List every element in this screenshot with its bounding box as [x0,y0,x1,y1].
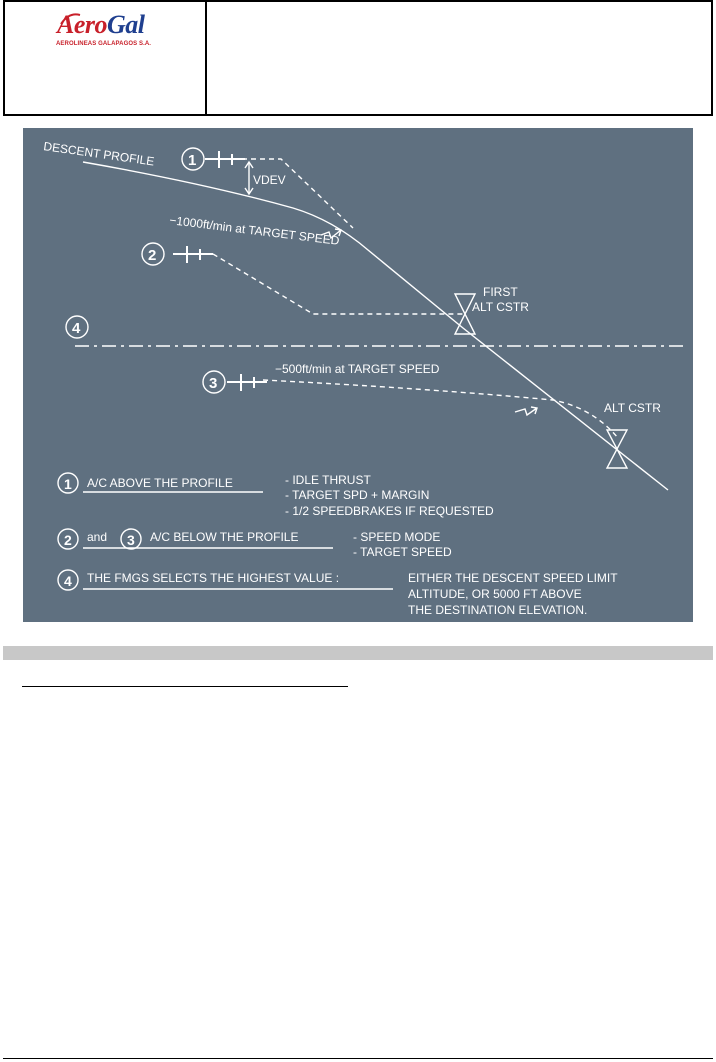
rate-500-label: −500ft/min at TARGET SPEED [275,362,440,376]
legend-circle-1-number: 1 [64,476,72,492]
first-alt-cstr-label-2: ALT CSTR [472,300,529,314]
aircraft3-icon [227,374,267,391]
circle-3-number: 3 [209,375,218,392]
aircraft1-path [233,159,353,228]
legend1-item-3: - 1/2 SPEEDBRAKES IF REQUESTED [285,504,494,518]
logo-part-aero: Aero [57,10,107,39]
legend2-item-1: - SPEED MODE [353,530,441,544]
legend2-and: and [87,530,108,544]
vdev-label: VDEV [253,173,286,187]
circle-2-number: 2 [148,247,157,264]
footer-rule [3,1058,713,1059]
first-alt-cstr-label-1: FIRST [483,285,518,299]
circle-1-number: 1 [188,152,197,169]
logo-cell [5,2,205,114]
header-table [3,0,713,116]
legend-circle-2-number: 2 [64,532,72,548]
section-bar [3,646,713,660]
descent-profile-figure [23,128,693,622]
aircraft2-icon [173,246,213,263]
logo-subtitle: AEROLINEAS GALAPAGOS S.A. [56,41,152,47]
legend4-item-3: THE DESTINATION ELEVATION. [408,603,588,617]
legend1-title: A/C ABOVE THE PROFILE [87,476,233,490]
arrow-icon-2 [515,407,537,415]
alt-cstr-label: ALT CSTR [604,401,661,415]
legend-circle-3-number: 3 [127,532,135,548]
legend4-item-1: EITHER THE DESCENT SPEED LIMIT [408,571,618,585]
aircraft2-path [213,254,463,314]
legend1-item-2: - TARGET SPD + MARGIN [285,488,430,502]
legend2-item-2: - TARGET SPEED [353,545,452,559]
rate-1000-label: −1000ft/min at TARGET SPEED [168,213,341,248]
circle-4-number: 4 [72,320,81,337]
legend4-title: THE FMGS SELECTS THE HIGHEST VALUE : [87,571,340,585]
descent-profile-line [83,162,668,490]
descent-profile-diagram [23,128,693,622]
heading-underline [22,686,348,687]
legend2-title: A/C BELOW THE PROFILE [150,530,299,544]
company-logo [57,10,145,40]
descent-profile-label: DESCENT PROFILE [42,139,156,169]
alt-cstr-icon [607,430,627,468]
aircraft1-icon [205,151,245,168]
legend1-item-1: - IDLE THRUST [285,473,371,487]
header-divider [205,2,207,114]
legend-circle-4-number: 4 [64,573,72,589]
legend4-item-2: ALTITUDE, OR 5000 FT ABOVE [408,587,582,601]
logo-part-gal: Gal [107,10,145,39]
